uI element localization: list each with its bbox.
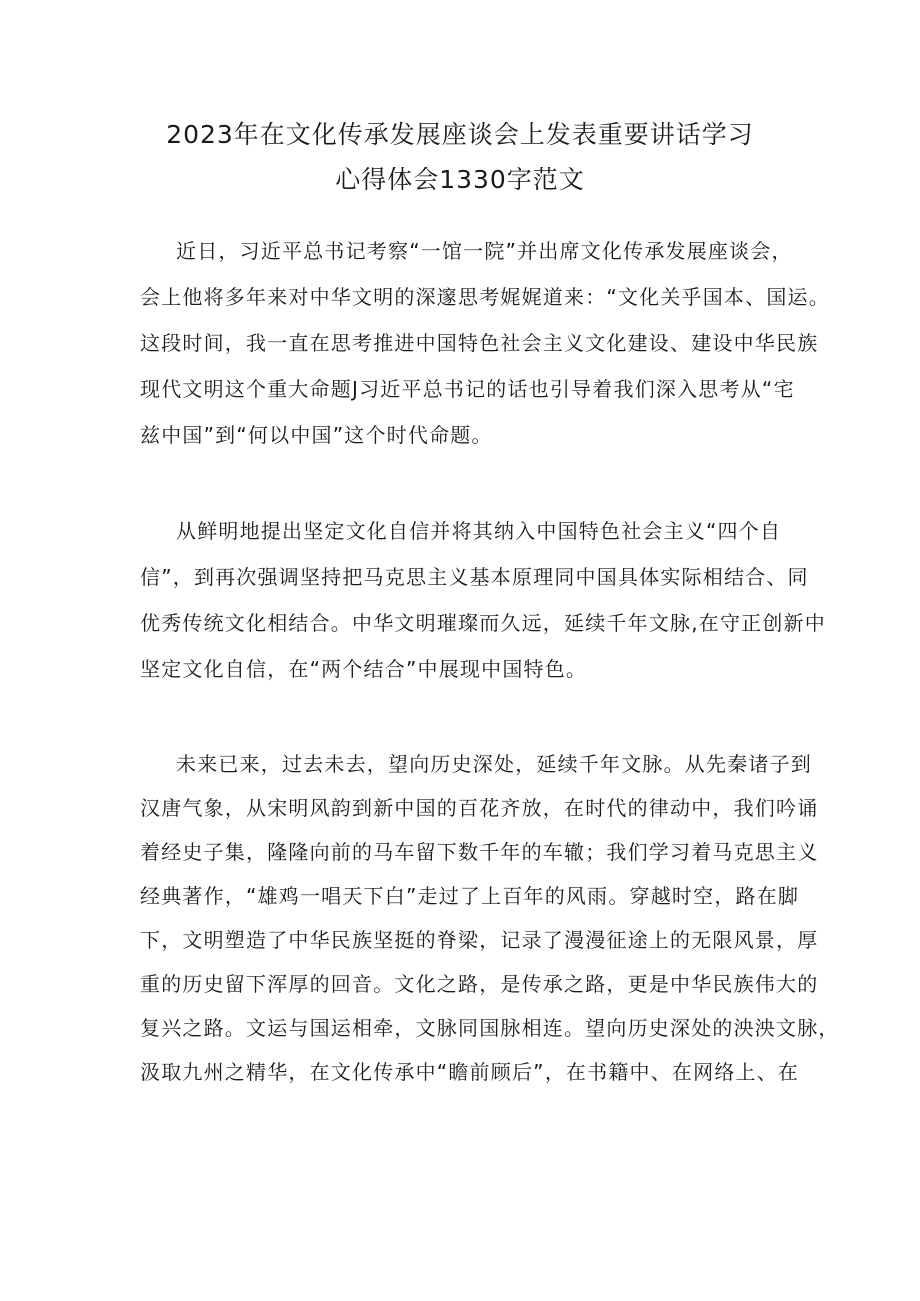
paragraph-line: 近日，习近平总书记考察“一馆一院”并出席文化传承发展座谈会，: [176, 239, 793, 263]
paragraph-3: [140, 742, 840, 1094]
paragraph-line: 未来已来，过去未去，望向历史深处，延续千年文脉。从先秦诸子到: [176, 752, 812, 776]
paragraph-line: 兹中国”到“何以中国”这个时代命题。: [140, 423, 493, 447]
paragraph-line: 下，文明塑造了中华民族坚挺的脊梁，记录了漫漫征途上的无限风景，厚: [140, 928, 819, 952]
paragraph-line: 优秀传统文化相结合。中华文明璀璨而久远，延续千年文脉,在守正创新中: [140, 611, 826, 635]
paragraph-line: 经典著作，“雄鸡一唱天下白”走过了上百年的风雨。穿越时空，路在脚: [140, 884, 800, 908]
paragraph-line: 这段时间，我一直在思考推进中国特色社会主义文化建设、建设中华民族: [140, 331, 819, 355]
paragraph-line: 着经史子集，隆隆向前的马车留下数千年的车辙；我们学习着马克思主义: [140, 840, 819, 864]
paragraph-line: 汲取九州之精华，在文化传承中“瞻前顾后”，在书籍中、在网络上、在: [140, 1060, 800, 1084]
title-line-2: 心得体会1330字范文: [335, 165, 585, 194]
paragraph-line: 信”，到再次强调坚持把马克思主义基本原理同中国具体实际相结合、同: [140, 565, 809, 589]
paragraph-line: 坚定文化自信，在“两个结合”中展现中国特色。: [140, 657, 588, 681]
document-title: [120, 112, 800, 202]
paragraph-1: [140, 228, 830, 458]
paragraph-line: 从鲜明地提出坚定文化自信并将其纳入中国特色社会主义“四个自: [176, 519, 782, 543]
title-line-1: 2023年在文化传承发展座谈会上发表重要讲话学习: [166, 120, 754, 149]
paragraph-line: 重的历史留下浑厚的回音。文化之路，是传承之路，更是中华民族伟大的: [140, 972, 819, 996]
paragraph-line: 汉唐气象，从宋明风韵到新中国的百花齐放，在时代的律动中，我们吟诵: [140, 796, 819, 820]
paragraph-line: 复兴之路。文运与国运相牵，文脉同国脉相连。望向历史深处的泱泱文脉，: [140, 1016, 840, 1040]
paragraph-2: [140, 508, 826, 692]
document-body: [140, 228, 840, 1144]
paragraph-line: 会上他将多年来对中华文明的深邃思考娓娓道来：“文化关乎国本、国运。: [140, 285, 830, 309]
paragraph-line: 现代文明这个重大命题J习近平总书记的话也引导着我们深入思考从“宅: [140, 377, 795, 401]
